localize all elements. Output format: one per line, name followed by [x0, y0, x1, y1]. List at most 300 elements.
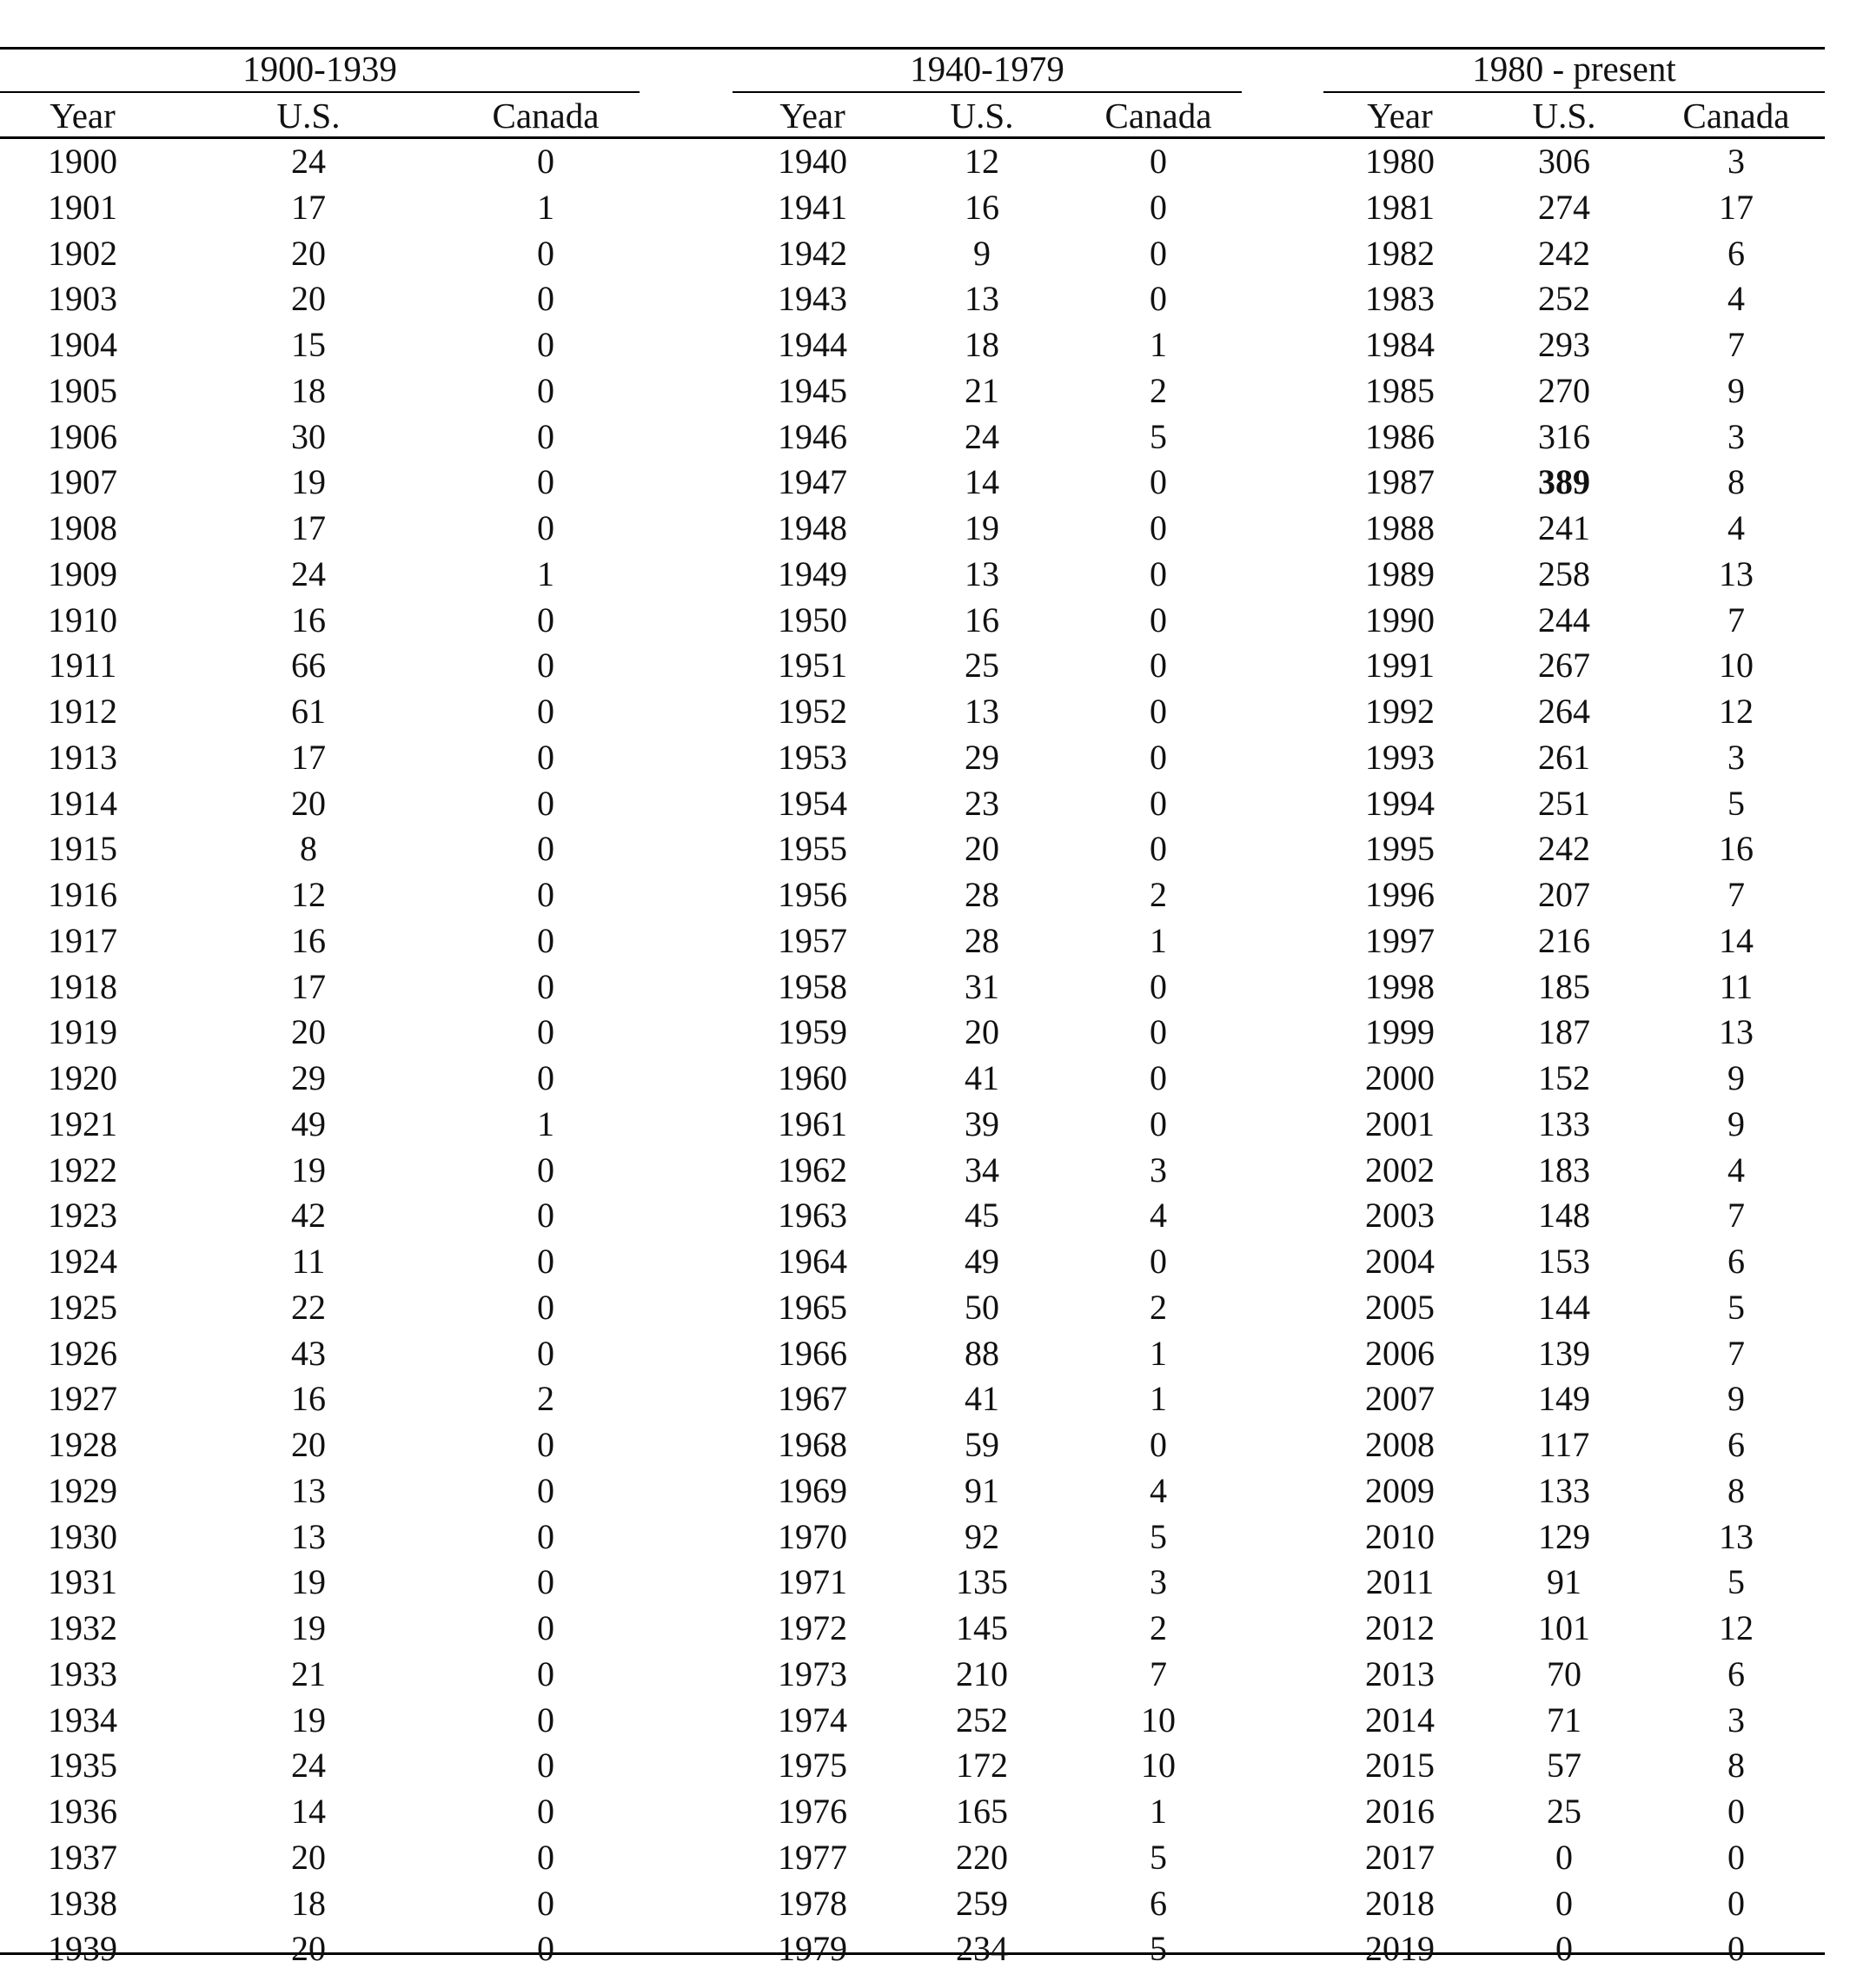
- table-cell-canada: 1: [1150, 1792, 1167, 1831]
- table-cell-us: 20: [965, 829, 999, 869]
- table-cell-canada: 6: [1727, 1242, 1745, 1281]
- table-cell-us: 172: [956, 1746, 1008, 1786]
- table-cell-canada: 13: [1719, 1516, 1754, 1556]
- table-cell-year: 2015: [1365, 1746, 1435, 1786]
- table-cell-canada: 0: [537, 1150, 554, 1189]
- table-cell-year: 1995: [1365, 829, 1435, 869]
- table-cell-us: 251: [1538, 783, 1590, 823]
- table-cell-us: 13: [965, 553, 999, 593]
- table-cell-year: 1985: [1365, 370, 1435, 410]
- table-cell-us: 9: [973, 233, 991, 273]
- table-cell-year: 1937: [48, 1837, 117, 1877]
- table-cell-year: 1909: [48, 553, 117, 593]
- header-us-1: U.S.: [276, 96, 341, 136]
- table-cell-canada: 0: [537, 1333, 554, 1373]
- table-cell-year: 1986: [1365, 416, 1435, 456]
- table-cell-canada: 0: [537, 1883, 554, 1923]
- table-cell-us: 14: [291, 1792, 326, 1831]
- table-cell-us: 252: [956, 1700, 1008, 1740]
- table-cell-us: 18: [965, 325, 999, 364]
- table-cell-year: 1932: [48, 1608, 117, 1647]
- table-cell-canada: 1: [1150, 920, 1167, 960]
- table-cell-year: 1981: [1365, 187, 1435, 227]
- table-cell-year: 1961: [778, 1103, 847, 1143]
- table-cell-us: 220: [956, 1837, 1008, 1877]
- table-cell-canada: 6: [1150, 1883, 1167, 1923]
- header-year-3: Year: [1367, 96, 1433, 136]
- table-cell-canada: 0: [537, 1792, 554, 1831]
- table-cell-canada: 5: [1150, 1516, 1167, 1556]
- table-cell-canada: 7: [1727, 1196, 1745, 1236]
- table-cell-canada: 11: [1719, 966, 1754, 1006]
- table-cell-year: 1978: [778, 1883, 847, 1923]
- table-cell-year: 1941: [778, 187, 847, 227]
- table-cell-canada: 0: [1727, 1883, 1745, 1923]
- table-cell-canada: 0: [537, 646, 554, 686]
- table-cell-year: 1975: [778, 1746, 847, 1786]
- table-cell-us: 49: [965, 1242, 999, 1281]
- header-canada-2: Canada: [1104, 96, 1212, 136]
- table-cell-year: 1996: [1365, 875, 1435, 914]
- table-cell-year: 1901: [48, 187, 117, 227]
- table-cell-canada: 0: [1150, 462, 1167, 502]
- table-cell-canada: 0: [1150, 646, 1167, 686]
- table-cell-us: 148: [1538, 1196, 1590, 1236]
- table-cell-canada: 0: [1150, 737, 1167, 777]
- table-cell-us: 91: [1547, 1562, 1581, 1602]
- table-cell-us: 24: [291, 142, 326, 181]
- table-cell-us: 20: [291, 233, 326, 273]
- table-cell-year: 1959: [778, 1012, 847, 1052]
- group-underline-1: [0, 91, 640, 93]
- table-cell-us: 16: [291, 920, 326, 960]
- table-cell-us: 316: [1538, 416, 1590, 456]
- table-cell-canada: 13: [1719, 553, 1754, 593]
- table-cell-canada: 12: [1719, 692, 1754, 731]
- table-cell-year: 1968: [778, 1425, 847, 1464]
- table-cell-us: 25: [965, 646, 999, 686]
- table-cell-us: 16: [965, 600, 999, 639]
- table-cell-us: 20: [291, 1012, 326, 1052]
- table-cell-canada: 6: [1727, 1425, 1745, 1464]
- table-cell-year: 1980: [1365, 142, 1435, 181]
- table-cell-year: 1993: [1365, 737, 1435, 777]
- table-cell-canada: 0: [1150, 233, 1167, 273]
- table-cell-year: 1910: [48, 600, 117, 639]
- table-cell-canada: 0: [537, 1470, 554, 1510]
- table-cell-canada: 12: [1719, 1608, 1754, 1647]
- table-cell-us: 153: [1538, 1242, 1590, 1281]
- table-cell-canada: 5: [1727, 1287, 1745, 1327]
- table-cell-us: 92: [965, 1516, 999, 1556]
- table-cell-canada: 10: [1719, 646, 1754, 686]
- table-cell-us: 15: [291, 325, 326, 364]
- table-cell-year: 1920: [48, 1058, 117, 1097]
- table-cell-us: 19: [291, 1562, 326, 1602]
- table-cell-year: 1949: [778, 553, 847, 593]
- header-us-3: U.S.: [1532, 96, 1596, 136]
- table-cell-canada: 0: [537, 325, 554, 364]
- table-cell-year: 2008: [1365, 1425, 1435, 1464]
- table-cell-canada: 0: [1150, 692, 1167, 731]
- table-cell-year: 1999: [1365, 1012, 1435, 1052]
- table-cell-year: 1967: [778, 1379, 847, 1419]
- table-cell-year: 1963: [778, 1196, 847, 1236]
- table-cell-canada: 0: [1727, 1792, 1745, 1831]
- table-cell-canada: 0: [537, 1012, 554, 1052]
- table-cell-canada: 8: [1727, 1470, 1745, 1510]
- table-cell-canada: 5: [1150, 1929, 1167, 1969]
- table-cell-canada: 0: [537, 462, 554, 502]
- table-cell-canada: 0: [537, 1058, 554, 1097]
- table-cell-us: 274: [1538, 187, 1590, 227]
- table-cell-canada: 0: [1727, 1929, 1745, 1969]
- table-cell-us: 22: [291, 1287, 326, 1327]
- table-cell-year: 1921: [48, 1103, 117, 1143]
- table-cell-canada: 2: [1150, 1287, 1167, 1327]
- table-cell-canada: 3: [1727, 1700, 1745, 1740]
- table-cell-canada: 0: [1150, 553, 1167, 593]
- table-cell-canada: 4: [1727, 1150, 1745, 1189]
- table-cell-us: 19: [965, 508, 999, 547]
- table-cell-canada: 0: [1150, 142, 1167, 181]
- table-cell-canada: 7: [1727, 1333, 1745, 1373]
- table-cell-us: 14: [965, 462, 999, 502]
- table-cell-us: 24: [291, 1746, 326, 1786]
- table-cell-year: 2014: [1365, 1700, 1435, 1740]
- table-cell-canada: 0: [537, 1425, 554, 1464]
- table-cell-us: 31: [965, 966, 999, 1006]
- table-cell-year: 1965: [778, 1287, 847, 1327]
- table-cell-year: 1922: [48, 1150, 117, 1189]
- table-cell-year: 1964: [778, 1242, 847, 1281]
- table-cell-us: 0: [1555, 1883, 1573, 1923]
- table-cell-year: 1989: [1365, 553, 1435, 593]
- table-cell-year: 1950: [778, 600, 847, 639]
- header-us-2: U.S.: [950, 96, 1014, 136]
- table-cell-year: 1952: [778, 692, 847, 731]
- table-cell-year: 2006: [1365, 1333, 1435, 1373]
- table-cell-year: 1970: [778, 1516, 847, 1556]
- table-cell-us: 264: [1538, 692, 1590, 731]
- table-cell-year: 1956: [778, 875, 847, 914]
- table-cell-us: 17: [291, 737, 326, 777]
- table-cell-us: 306: [1538, 142, 1590, 181]
- table-cell-us: 270: [1538, 370, 1590, 410]
- table-cell-year: 1991: [1365, 646, 1435, 686]
- table-cell-canada: 0: [537, 1562, 554, 1602]
- table-cell-year: 1906: [48, 416, 117, 456]
- table-cell-canada: 8: [1727, 462, 1745, 502]
- table-cell-canada: 0: [1150, 279, 1167, 319]
- table-cell-year: 1984: [1365, 325, 1435, 364]
- table-cell-canada: 0: [537, 920, 554, 960]
- table-cell-us: 12: [965, 142, 999, 181]
- table-cell-year: 2001: [1365, 1103, 1435, 1143]
- table-cell-us: 42: [291, 1196, 326, 1236]
- table-cell-us: 71: [1547, 1700, 1581, 1740]
- table-cell-year: 1902: [48, 233, 117, 273]
- table-cell-canada: 10: [1141, 1746, 1176, 1786]
- table-cell-us: 13: [291, 1470, 326, 1510]
- group-underline-3: [1323, 91, 1825, 93]
- table-cell-canada: 0: [537, 233, 554, 273]
- table-cell-year: 1916: [48, 875, 117, 914]
- table-cell-us: 20: [291, 279, 326, 319]
- table-cell-year: 1953: [778, 737, 847, 777]
- table-cell-canada: 0: [1150, 187, 1167, 227]
- table-cell-us: 242: [1538, 233, 1590, 273]
- table-cell-year: 1926: [48, 1333, 117, 1373]
- table-cell-year: 1908: [48, 508, 117, 547]
- table-cell-canada: 0: [1150, 600, 1167, 639]
- table-cell-us: 21: [291, 1653, 326, 1693]
- table-cell-us: 16: [291, 600, 326, 639]
- table-cell-canada: 7: [1150, 1653, 1167, 1693]
- table-cell-us: 13: [291, 1516, 326, 1556]
- table-cell-year: 2009: [1365, 1470, 1435, 1510]
- table-cell-canada: 0: [1727, 1837, 1745, 1877]
- table-cell-year: 2012: [1365, 1608, 1435, 1647]
- table-cell-year: 1966: [778, 1333, 847, 1373]
- table-cell-canada: 10: [1141, 1700, 1176, 1740]
- table-cell-canada: 0: [537, 829, 554, 869]
- table-cell-canada: 7: [1727, 875, 1745, 914]
- table-cell-year: 1988: [1365, 508, 1435, 547]
- table-cell-year: 2016: [1365, 1792, 1435, 1831]
- table-cell-us: 16: [291, 1379, 326, 1419]
- table-cell-year: 1935: [48, 1746, 117, 1786]
- table-cell-canada: 0: [537, 1196, 554, 1236]
- table-cell-us: 259: [956, 1883, 1008, 1923]
- table-cell-year: 1974: [778, 1700, 847, 1740]
- table-cell-us: 20: [291, 783, 326, 823]
- table-cell-us: 267: [1538, 646, 1590, 686]
- table-cell-year: 1990: [1365, 600, 1435, 639]
- table-cell-year: 1994: [1365, 783, 1435, 823]
- table-cell-us: 70: [1547, 1653, 1581, 1693]
- table-cell-canada: 6: [1727, 233, 1745, 273]
- table-cell-year: 1915: [48, 829, 117, 869]
- table-cell-canada: 0: [1150, 1103, 1167, 1143]
- table-cell-canada: 2: [1150, 1608, 1167, 1647]
- table-cell-year: 1945: [778, 370, 847, 410]
- table-cell-canada: 0: [1150, 508, 1167, 547]
- table-cell-canada: 0: [1150, 966, 1167, 1006]
- table-cell-canada: 5: [1727, 1562, 1745, 1602]
- table-cell-canada: 4: [1727, 279, 1745, 319]
- table-cell-us: 241: [1538, 508, 1590, 547]
- table-cell-year: 1958: [778, 966, 847, 1006]
- table-cell-us: 242: [1538, 829, 1590, 869]
- table-cell-canada: 9: [1727, 1058, 1745, 1097]
- table-cell-us: 20: [291, 1425, 326, 1464]
- table-cell-year: 1934: [48, 1700, 117, 1740]
- table-cell-year: 1918: [48, 966, 117, 1006]
- table-cell-us: 144: [1538, 1287, 1590, 1327]
- table-cell-us: 59: [965, 1425, 999, 1464]
- table-cell-us: 139: [1538, 1333, 1590, 1373]
- table-cell-us: 17: [291, 508, 326, 547]
- table-cell-us: 57: [1547, 1746, 1581, 1786]
- table-cell-canada: 1: [537, 1103, 554, 1143]
- table-cell-us: 216: [1538, 920, 1590, 960]
- table-cell-us: 45: [965, 1196, 999, 1236]
- table-cell-us: 43: [291, 1333, 326, 1373]
- table-cell-us: 20: [291, 1837, 326, 1877]
- table-cell-year: 1946: [778, 416, 847, 456]
- table-cell-us: 133: [1538, 1103, 1590, 1143]
- table-cell-year: 1944: [778, 325, 847, 364]
- table-cell-us: 12: [291, 875, 326, 914]
- group-underline-2: [733, 91, 1242, 93]
- table-cell-canada: 9: [1727, 370, 1745, 410]
- table-cell-canada: 1: [1150, 325, 1167, 364]
- header-canada-1: Canada: [492, 96, 600, 136]
- table-cell-canada: 2: [1150, 875, 1167, 914]
- table-cell-year: 1962: [778, 1150, 847, 1189]
- table-cell-us: 0: [1555, 1837, 1573, 1877]
- table-cell-canada: 0: [537, 737, 554, 777]
- table-cell-year: 1903: [48, 279, 117, 319]
- table-cell-canada: 7: [1727, 325, 1745, 364]
- table-cell-us: 24: [965, 416, 999, 456]
- table-cell-us: 187: [1538, 1012, 1590, 1052]
- table-cell-year: 1911: [48, 646, 117, 686]
- table-cell-canada: 0: [1150, 1012, 1167, 1052]
- table-cell-canada: 9: [1727, 1103, 1745, 1143]
- table-cell-us: 13: [965, 279, 999, 319]
- table-cell-canada: 1: [537, 187, 554, 227]
- table-cell-year: 2000: [1365, 1058, 1435, 1097]
- table-cell-canada: 5: [1150, 1837, 1167, 1877]
- table-cell-canada: 0: [537, 1608, 554, 1647]
- table-cell-us: 28: [965, 875, 999, 914]
- table-cell-year: 2003: [1365, 1196, 1435, 1236]
- table-cell-year: 1942: [778, 233, 847, 273]
- table-cell-us: 19: [291, 1700, 326, 1740]
- table-cell-us: 389: [1538, 462, 1590, 502]
- table-cell-us: 183: [1538, 1150, 1590, 1189]
- table-cell-year: 1907: [48, 462, 117, 502]
- table-cell-year: 1987: [1365, 462, 1435, 502]
- table-cell-us: 165: [956, 1792, 1008, 1831]
- table-cell-us: 19: [291, 1150, 326, 1189]
- table-cell-canada: 3: [1727, 416, 1745, 456]
- table-cell-us: 135: [956, 1562, 1008, 1602]
- table-cell-year: 1947: [778, 462, 847, 502]
- table-cell-year: 1977: [778, 1837, 847, 1877]
- table-cell-us: 152: [1538, 1058, 1590, 1097]
- table-cell-canada: 14: [1719, 920, 1754, 960]
- table-cell-us: 19: [291, 1608, 326, 1647]
- table-cell-year: 1930: [48, 1516, 117, 1556]
- table-cell-year: 1940: [778, 142, 847, 181]
- table-cell-us: 17: [291, 187, 326, 227]
- table-cell-canada: 3: [1150, 1562, 1167, 1602]
- table-cell-year: 1928: [48, 1425, 117, 1464]
- table-cell-canada: 0: [537, 600, 554, 639]
- table-cell-us: 117: [1538, 1425, 1590, 1464]
- table-cell-canada: 0: [537, 1746, 554, 1786]
- table-cell-year: 1900: [48, 142, 117, 181]
- header-canada-3: Canada: [1682, 96, 1790, 136]
- table-cell-us: 252: [1538, 279, 1590, 319]
- table-cell-us: 49: [291, 1103, 326, 1143]
- table-cell-us: 23: [965, 783, 999, 823]
- table-cell-us: 19: [291, 462, 326, 502]
- table-cell-canada: 0: [537, 416, 554, 456]
- table-cell-canada: 3: [1150, 1150, 1167, 1189]
- table-cell-canada: 1: [1150, 1379, 1167, 1419]
- table-cell-year: 1904: [48, 325, 117, 364]
- table-cell-year: 1924: [48, 1242, 117, 1281]
- table-cell-year: 2007: [1365, 1379, 1435, 1419]
- table-cell-us: 244: [1538, 600, 1590, 639]
- table-cell-us: 293: [1538, 325, 1590, 364]
- table-cell-us: 258: [1538, 553, 1590, 593]
- table-cell-canada: 0: [537, 1516, 554, 1556]
- table-cell-us: 30: [291, 416, 326, 456]
- table-cell-canada: 0: [537, 875, 554, 914]
- table-cell-canada: 13: [1719, 1012, 1754, 1052]
- table-cell-year: 2011: [1365, 1562, 1435, 1602]
- table-cell-year: 1972: [778, 1608, 847, 1647]
- table-cell-us: 21: [965, 370, 999, 410]
- table-cell-year: 1955: [778, 829, 847, 869]
- table-cell-year: 1919: [48, 1012, 117, 1052]
- table-cell-year: 2010: [1365, 1516, 1435, 1556]
- table-cell-canada: 1: [1150, 1333, 1167, 1373]
- table-cell-year: 1957: [778, 920, 847, 960]
- table-cell-canada: 3: [1727, 737, 1745, 777]
- header-year-2: Year: [779, 96, 845, 136]
- table-cell-us: 66: [291, 646, 326, 686]
- table-cell-year: 2019: [1365, 1929, 1435, 1969]
- table-cell-us: 91: [965, 1470, 999, 1510]
- table-cell-year: 1933: [48, 1653, 117, 1693]
- table-cell-canada: 5: [1727, 783, 1745, 823]
- table-cell-us: 234: [956, 1929, 1008, 1969]
- table-cell-year: 2004: [1365, 1242, 1435, 1281]
- table-cell-us: 185: [1538, 966, 1590, 1006]
- table-cell-canada: 0: [537, 1700, 554, 1740]
- table-cell-year: 1939: [48, 1929, 117, 1969]
- table-cell-year: 1913: [48, 737, 117, 777]
- header-year-1: Year: [50, 96, 116, 136]
- table-cell-canada: 0: [537, 692, 554, 731]
- table-cell-canada: 4: [1150, 1196, 1167, 1236]
- table-cell-us: 28: [965, 920, 999, 960]
- table-cell-year: 1905: [48, 370, 117, 410]
- table-cell-canada: 0: [537, 1653, 554, 1693]
- table-cell-canada: 8: [1727, 1746, 1745, 1786]
- table-cell-canada: 0: [537, 1287, 554, 1327]
- table-cell-canada: 0: [537, 1929, 554, 1969]
- group-title-1980-present: 1980 - present: [1472, 49, 1676, 89]
- table-cell-year: 1931: [48, 1562, 117, 1602]
- table-cell-canada: 0: [537, 1837, 554, 1877]
- table-cell-canada: 3: [1727, 142, 1745, 181]
- table-cell-year: 1971: [778, 1562, 847, 1602]
- table-cell-year: 1979: [778, 1929, 847, 1969]
- table-cell-year: 1969: [778, 1470, 847, 1510]
- table-cell-canada: 0: [537, 508, 554, 547]
- table-cell-us: 41: [965, 1058, 999, 1097]
- table-cell-us: 41: [965, 1379, 999, 1419]
- table-cell-us: 18: [291, 1883, 326, 1923]
- table-cell-canada: 0: [1150, 829, 1167, 869]
